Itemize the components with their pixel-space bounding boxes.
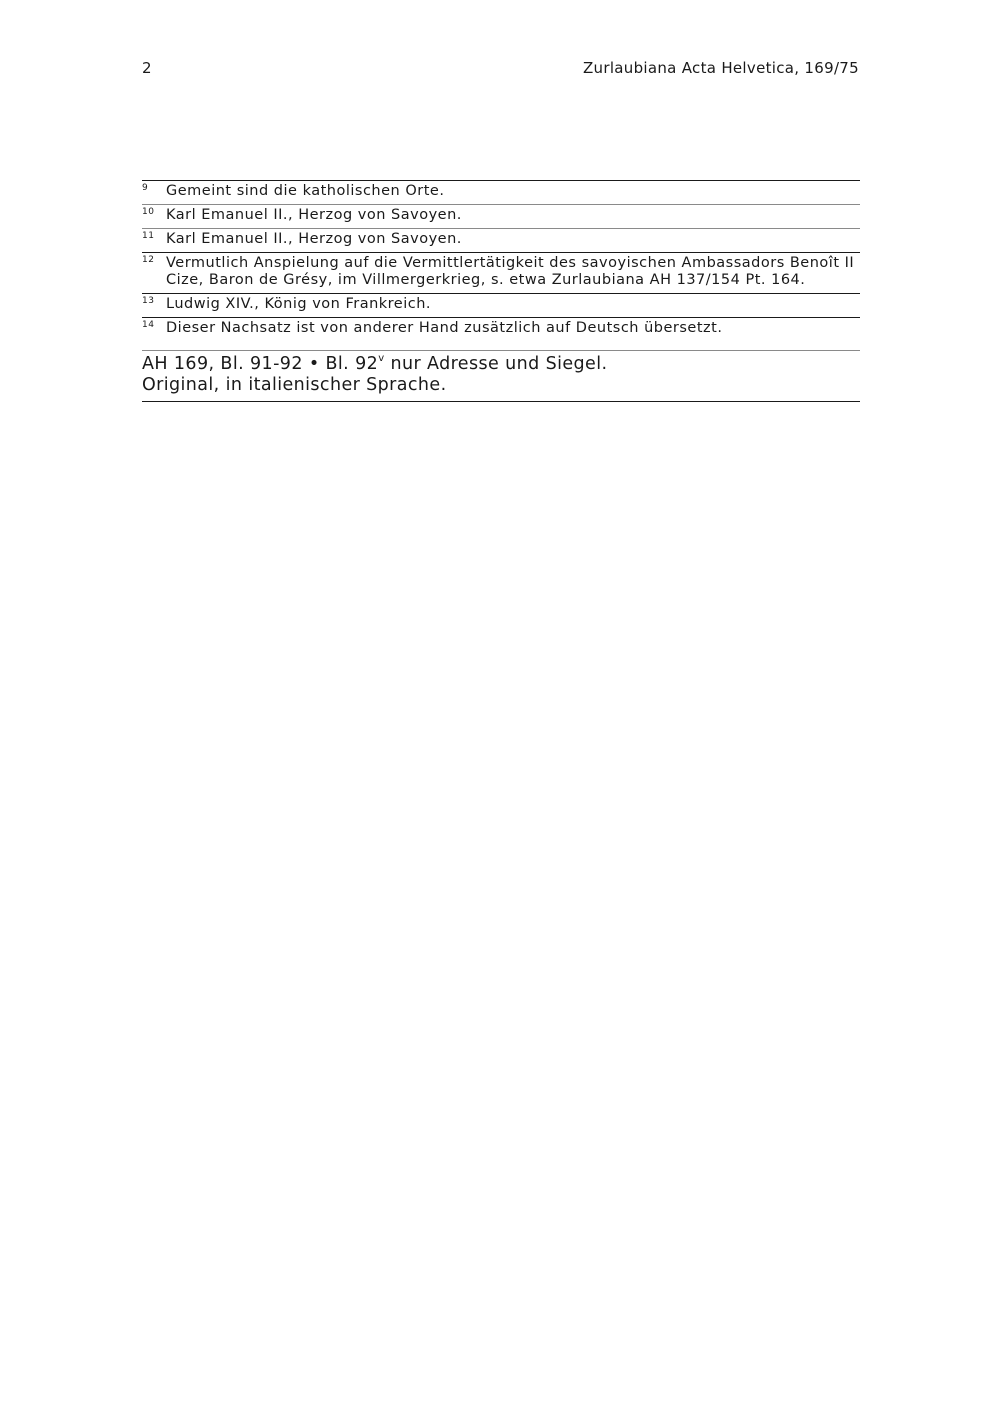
footnote-text (166, 296, 860, 313)
footnote-11 (142, 229, 860, 253)
footnote-number: 9 (142, 183, 149, 193)
source-reference-rest: nur Adresse und Siegel. (384, 354, 608, 374)
source-reference (142, 354, 860, 375)
footnote-number: 14 (142, 320, 155, 330)
footnote-line: Vermutlich Anspielung auf die Vermittlertätigkeit des savoyischen Ambassadors Benoît II (166, 255, 855, 271)
footnote-text (166, 183, 860, 200)
footnote-text (166, 207, 860, 224)
footnote-line: Cize, Baron de Grésy, im Villmergerkrieg, s. etwa Zurlaubiana AH 137/154 Pt. 164. (166, 272, 806, 288)
footnote-line: Gemeint sind die katholischen Orte. (166, 183, 445, 199)
footnote-line: Dieser Nachsatz ist von anderer Hand zusätzlich auf Deutsch übersetzt. (166, 320, 723, 336)
footnote-line: Ludwig XIV., König von Frankreich. (166, 296, 432, 312)
footnote-text (166, 231, 860, 248)
footnote-12 (142, 253, 860, 294)
footnote-9 (142, 181, 860, 205)
footnote-number: 10 (142, 207, 155, 217)
source-note (142, 350, 860, 402)
footnote-14 (142, 318, 860, 341)
page-number: 2 (142, 59, 152, 77)
running-head: Zurlaubiana Acta Helvetica, 169/75 (582, 59, 859, 77)
footnote-line: Karl Emanuel II., Herzog von Savoyen. (166, 231, 462, 247)
footnote-list (142, 180, 860, 341)
footnote-text (166, 255, 860, 289)
footnote-number: 11 (142, 231, 155, 241)
footnote-line: Karl Emanuel II., Herzog von Savoyen. (166, 207, 462, 223)
verso-mark: v (378, 353, 385, 364)
source-reference-main: AH 169, Bl. 91-92 • Bl. 92 (142, 354, 379, 374)
footnote-10 (142, 205, 860, 229)
footnote-number: 12 (142, 255, 155, 265)
source-language: Original, in italienischer Sprache. (142, 375, 447, 395)
footnote-text (166, 320, 860, 337)
footnote-number: 13 (142, 296, 155, 306)
footnote-13 (142, 294, 860, 318)
